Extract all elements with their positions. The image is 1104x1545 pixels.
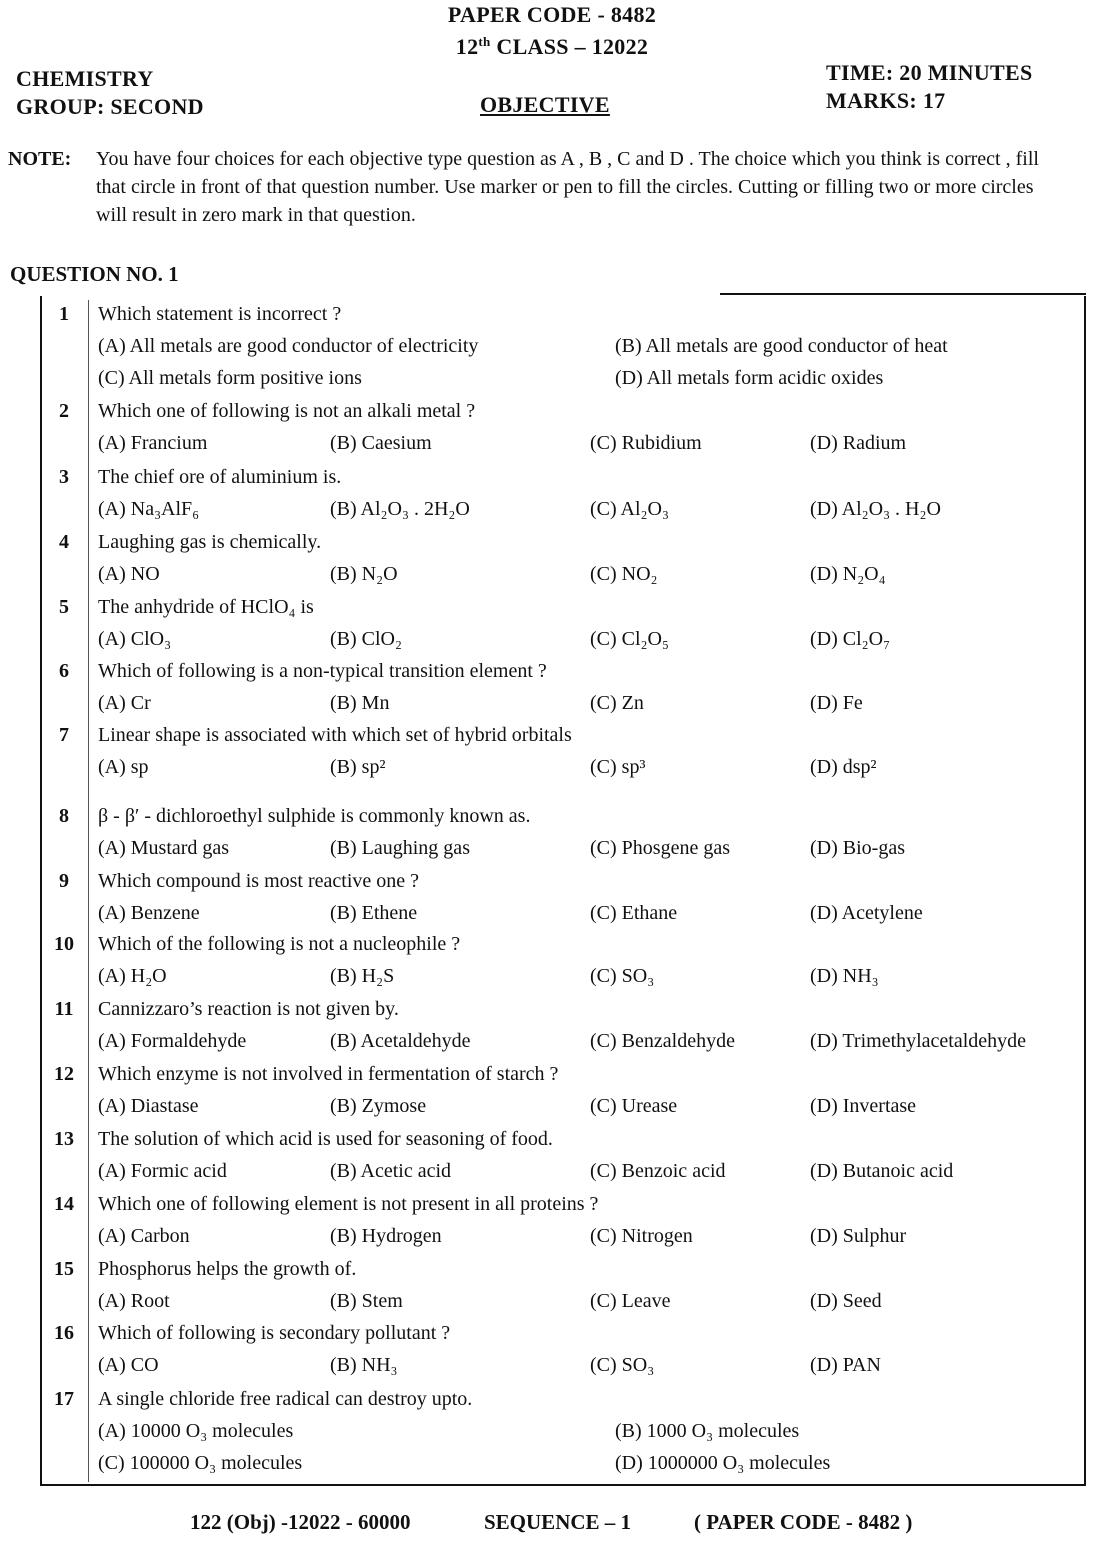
option-a: (A) CO [98, 1354, 159, 1376]
question-text: Which one of following element is not present in all proteins ? [98, 1193, 599, 1215]
option-a: (A) Francium [98, 432, 208, 454]
option-b: (B) ClO₂ [330, 628, 402, 650]
question-heading: QUESTION NO. 1 [10, 262, 179, 286]
question-text: A single chloride free radical can destroy upto. [98, 1388, 473, 1410]
time-label: TIME: 20 MINUTES [826, 60, 1033, 85]
question-text: Linear shape is associated with which set of hybrid orbitals [98, 724, 572, 746]
option-b: (B) Mn [330, 692, 390, 714]
question-text: Phosphorus helps the growth of. [98, 1258, 357, 1280]
question-text: Which one of following is not an alkali metal ? [98, 400, 476, 422]
option-d: (D) PAN [810, 1354, 881, 1376]
question-number: 1 [59, 303, 69, 325]
question-number: 14 [54, 1193, 74, 1215]
option-a: (A) H₂O [98, 965, 167, 987]
option-a: (A) ClO₃ [98, 628, 172, 650]
question-number: 13 [54, 1128, 74, 1150]
question-text: Cannizzaro’s reaction is not given by. [98, 998, 399, 1020]
option-c: (C) Rubidium [590, 432, 702, 454]
question-number: 12 [54, 1063, 74, 1085]
note-label: NOTE: [8, 148, 72, 170]
option-d: (D) Bio-gas [810, 837, 905, 859]
question-text: The chief ore of aluminium is. [98, 466, 342, 488]
question-text: Which compound is most reactive one ? [98, 870, 420, 892]
question-number: 3 [59, 466, 69, 488]
paper-code-heading: PAPER CODE - 8482 [447, 2, 657, 27]
option-d: (D) Acetylene [810, 902, 923, 924]
option-b: (B) sp² [330, 756, 386, 778]
option-c: (C) NO₂ [590, 563, 658, 585]
question-text: Laughing gas is chemically. [98, 531, 322, 553]
option-b: (B) N₂O [330, 563, 398, 585]
box-border-bottom [40, 1484, 1086, 1486]
instructions-note [8, 145, 1068, 229]
option-b: (B) H₂S [330, 965, 395, 987]
footer-code: 122 (Obj) -12022 - 60000 [190, 1510, 411, 1534]
group-label: GROUP: SECOND [16, 94, 204, 119]
option-b: (B) Acetic acid [330, 1160, 452, 1182]
option-d: (D) Radium [810, 432, 907, 454]
option-c: (C) Ethane [590, 902, 678, 924]
marks-label: MARKS: 17 [826, 88, 946, 113]
option-c: (C) Benzaldehyde [590, 1030, 735, 1052]
option-b: (B) Acetaldehyde [330, 1030, 471, 1052]
option-a: (A) All metals are good conductor of electricity [98, 335, 479, 357]
option-a: (A) 10000 O₃ molecules [98, 1420, 294, 1442]
number-column-rule [88, 300, 89, 1482]
question-text: Which of following is a non-typical transition element ? [98, 660, 547, 682]
note-text: You have four choices for each objective type question as A , B , C and D . The choice which you think is correct , fill that circle in front of that question number. Use marker or pen to fill the circles. Cutting or filling two or more circles will result in zero mark in that question. [96, 148, 1039, 226]
option-c: (C) sp³ [590, 756, 646, 778]
option-a: (A) Carbon [98, 1225, 190, 1247]
question-number: 17 [54, 1388, 74, 1410]
option-c: (C) Urease [590, 1095, 678, 1117]
box-border-top [720, 293, 1086, 295]
option-c: (C) Benzoic acid [590, 1160, 726, 1182]
option-d: (D) Trimethylacetaldehyde [810, 1030, 1027, 1052]
option-c: (C) Zn [590, 692, 644, 714]
question-text: Which of the following is not a nucleophile ? [98, 933, 461, 955]
option-c: (C) Nitrogen [590, 1225, 693, 1247]
footer-sequence: SEQUENCE – 1 [484, 1510, 632, 1534]
objective-title: OBJECTIVE [480, 92, 610, 117]
option-d: (D) dsp² [810, 756, 877, 778]
option-a: (A) Mustard gas [98, 837, 230, 859]
option-c: (C) 100000 O₃ molecules [98, 1452, 303, 1474]
question-text: Which enzyme is not involved in fermentation of starch ? [98, 1063, 559, 1085]
option-b: (B) Laughing gas [330, 837, 470, 859]
subject-label: CHEMISTRY [16, 66, 154, 91]
question-text: The solution of which acid is used for seasoning of food. [98, 1128, 553, 1150]
option-c: (C) SO₃ [590, 965, 655, 987]
option-b: (B) All metals are good conductor of heat [615, 335, 948, 357]
option-a: (A) NO [98, 563, 160, 585]
option-d: (D) Fe [810, 692, 863, 714]
option-b: (B) Al₂O₃ . 2H₂O [330, 498, 470, 520]
option-a: (A) Formic acid [98, 1160, 227, 1182]
option-b: (B) 1000 O₃ molecules [615, 1420, 800, 1442]
class-heading: 12th CLASS – 12022 [455, 34, 649, 59]
question-text: β - β′ - dichloroethyl sulphide is commonly known as. [98, 805, 531, 827]
option-a: (A) Formaldehyde [98, 1030, 247, 1052]
option-a: (A) sp [98, 756, 149, 778]
option-c: (C) Leave [590, 1290, 671, 1312]
question-text: The anhydride of HClO₄ is [98, 596, 314, 618]
option-b: (B) NH₃ [330, 1354, 398, 1376]
option-d: (D) Cl₂O₇ [810, 628, 891, 650]
question-number: 7 [59, 724, 69, 746]
option-d: (D) 1000000 O₃ molecules [615, 1452, 831, 1474]
option-d: (D) Al₂O₃ . H₂O [810, 498, 941, 520]
question-number: 16 [54, 1322, 74, 1344]
question-number: 8 [59, 805, 69, 827]
option-b: (B) Zymose [330, 1095, 427, 1117]
question-number: 2 [59, 400, 69, 422]
option-d: (D) N₂O₄ [810, 563, 886, 585]
question-number: 15 [54, 1258, 74, 1280]
question-number: 11 [54, 998, 74, 1020]
option-b: (B) Hydrogen [330, 1225, 442, 1247]
option-d: (D) Seed [810, 1290, 882, 1312]
option-a: (A) Cr [98, 692, 151, 714]
option-c: (C) All metals form positive ions [98, 367, 362, 389]
option-a: (A) Root [98, 1290, 170, 1312]
option-d: (D) All metals form acidic oxides [615, 367, 884, 389]
question-text: Which of following is secondary pollutant ? [98, 1322, 451, 1344]
option-c: (C) Phosgene gas [590, 837, 730, 859]
option-d: (D) Butanoic acid [810, 1160, 954, 1182]
option-c: (C) Cl₂O₅ [590, 628, 669, 650]
question-number: 5 [59, 596, 69, 618]
option-d: (D) Invertase [810, 1095, 917, 1117]
question-number: 9 [59, 870, 69, 892]
box-border-right [1084, 296, 1086, 1484]
option-a: (A) Benzene [98, 902, 200, 924]
option-b: (B) Ethene [330, 902, 418, 924]
option-a: (A) Na₃AlF₆ [98, 498, 200, 520]
option-b: (B) Caesium [330, 432, 432, 454]
option-c: (C) Al₂O₃ [590, 498, 669, 520]
option-d: (D) NH₃ [810, 965, 879, 987]
question-number: 4 [59, 531, 69, 553]
option-d: (D) Sulphur [810, 1225, 907, 1247]
option-b: (B) Stem [330, 1290, 403, 1312]
question-number: 6 [59, 660, 69, 682]
question-text: Which statement is incorrect ? [98, 303, 342, 325]
footer-paper-code: ( PAPER CODE - 8482 ) [694, 1510, 913, 1534]
option-a: (A) Diastase [98, 1095, 199, 1117]
option-c: (C) SO₃ [590, 1354, 655, 1376]
question-number: 10 [54, 933, 74, 955]
